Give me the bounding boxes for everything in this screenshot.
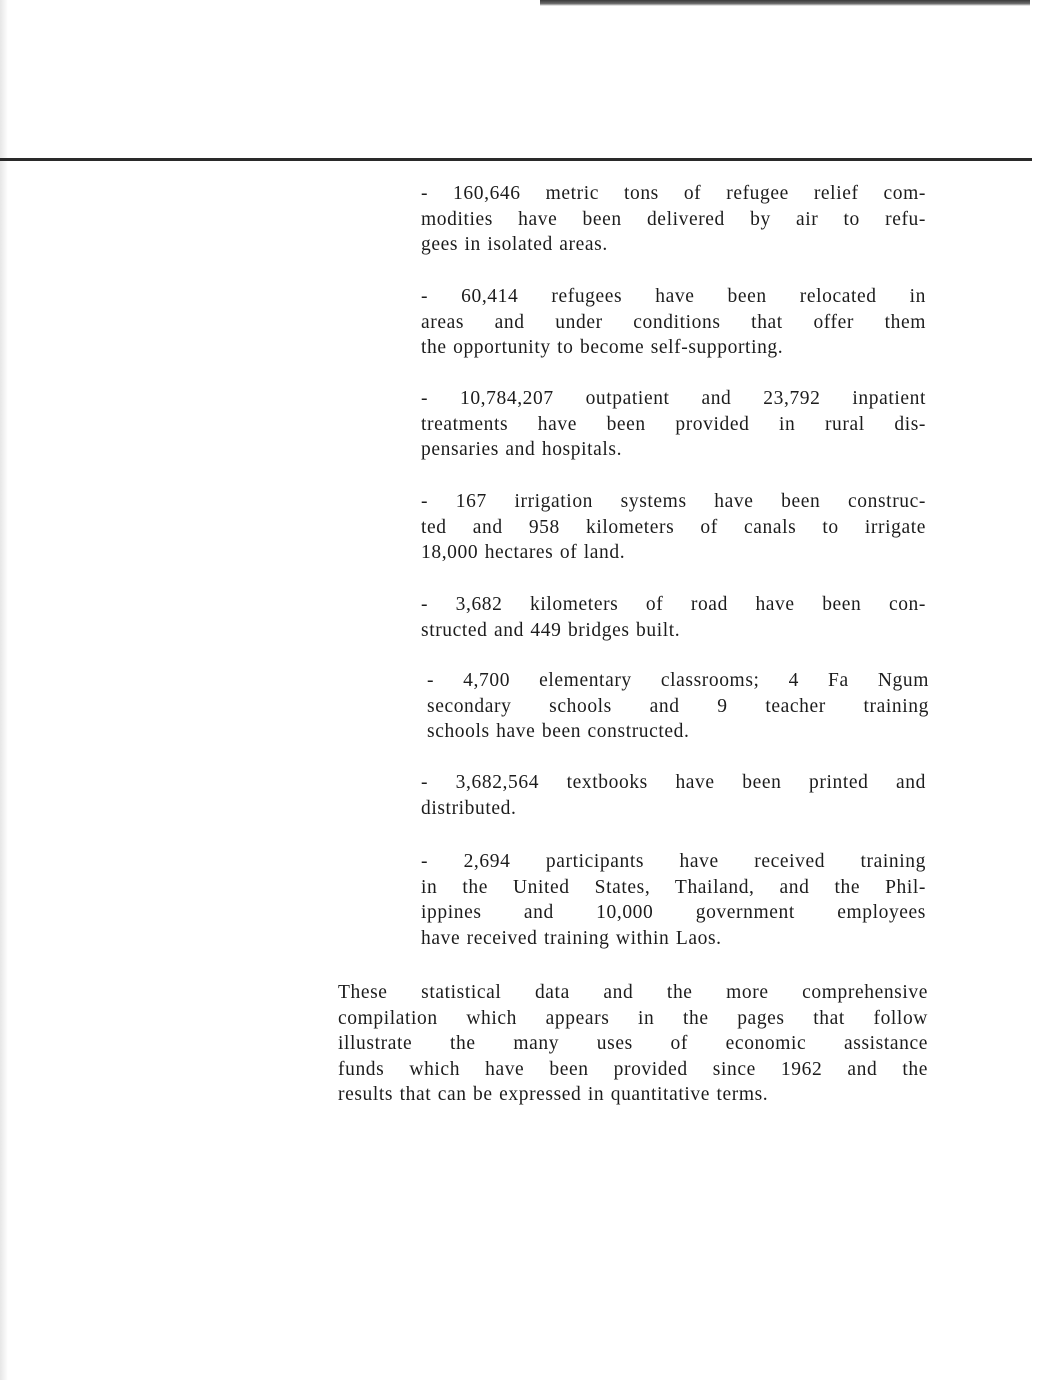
text-line: ippines and 10,000 government employees — [421, 902, 926, 924]
text-line: compilation which appears in the pages that follow — [338, 1007, 928, 1029]
text-line: have received training within Laos. — [421, 927, 722, 949]
page-edge-shadow — [0, 0, 8, 1380]
list-item — [421, 770, 926, 821]
text-line: ted and 958 kilometers of canals to irrigate — [421, 516, 926, 538]
text-line: the opportunity to become self-supporting. — [421, 337, 784, 359]
text-line: - 2,694 participants have received training — [421, 851, 926, 872]
text-line: secondary schools and 9 teacher training — [427, 695, 929, 717]
list-item — [427, 668, 929, 745]
list-item — [421, 284, 926, 361]
text-line: structed and 449 bridges built. — [421, 619, 681, 641]
text-line: results that can be expressed in quantitative terms. — [338, 1084, 769, 1106]
text-line: These statistical data and the more comprehensive — [338, 982, 928, 1003]
summary-paragraph — [338, 980, 928, 1108]
list-item — [421, 489, 926, 566]
list-item — [421, 386, 926, 463]
text-line: - 3,682 kilometers of road have been con- — [421, 594, 926, 615]
text-line: - 60,414 refugees have been relocated in — [421, 286, 926, 307]
text-line: - 160,646 metric tons of refugee relief com- — [421, 183, 926, 204]
text-line: funds which have been provided since 1962 and the — [338, 1058, 928, 1080]
text-line: - 4,700 elementary classrooms; 4 Fa Ngum — [427, 670, 929, 691]
header-rule — [0, 158, 1032, 161]
list-item — [421, 592, 926, 643]
text-line: - 167 irrigation systems have been construc- — [421, 491, 926, 512]
list-item — [421, 849, 926, 951]
list-item — [421, 181, 926, 258]
text-line: illustrate the many uses of economic assistance — [338, 1033, 928, 1055]
scan-top-edge-mark — [540, 0, 1030, 6]
text-line: pensaries and hospitals. — [421, 439, 623, 461]
text-line: 18,000 hectares of land. — [421, 542, 626, 564]
text-line: - 10,784,207 outpatient and 23,792 inpatient — [421, 388, 926, 409]
text-line: schools have been constructed. — [427, 721, 690, 743]
text-line: distributed. — [421, 797, 517, 819]
text-line: - 3,682,564 textbooks have been printed and — [421, 772, 926, 793]
text-line: in the United States, Thailand, and the Phil- — [421, 876, 926, 898]
text-line: gees in isolated areas. — [421, 234, 608, 256]
text-line: modities have been delivered by air to refu- — [421, 208, 926, 230]
text-line: areas and under conditions that offer them — [421, 311, 926, 333]
text-line: treatments have been provided in rural dis- — [421, 413, 926, 435]
